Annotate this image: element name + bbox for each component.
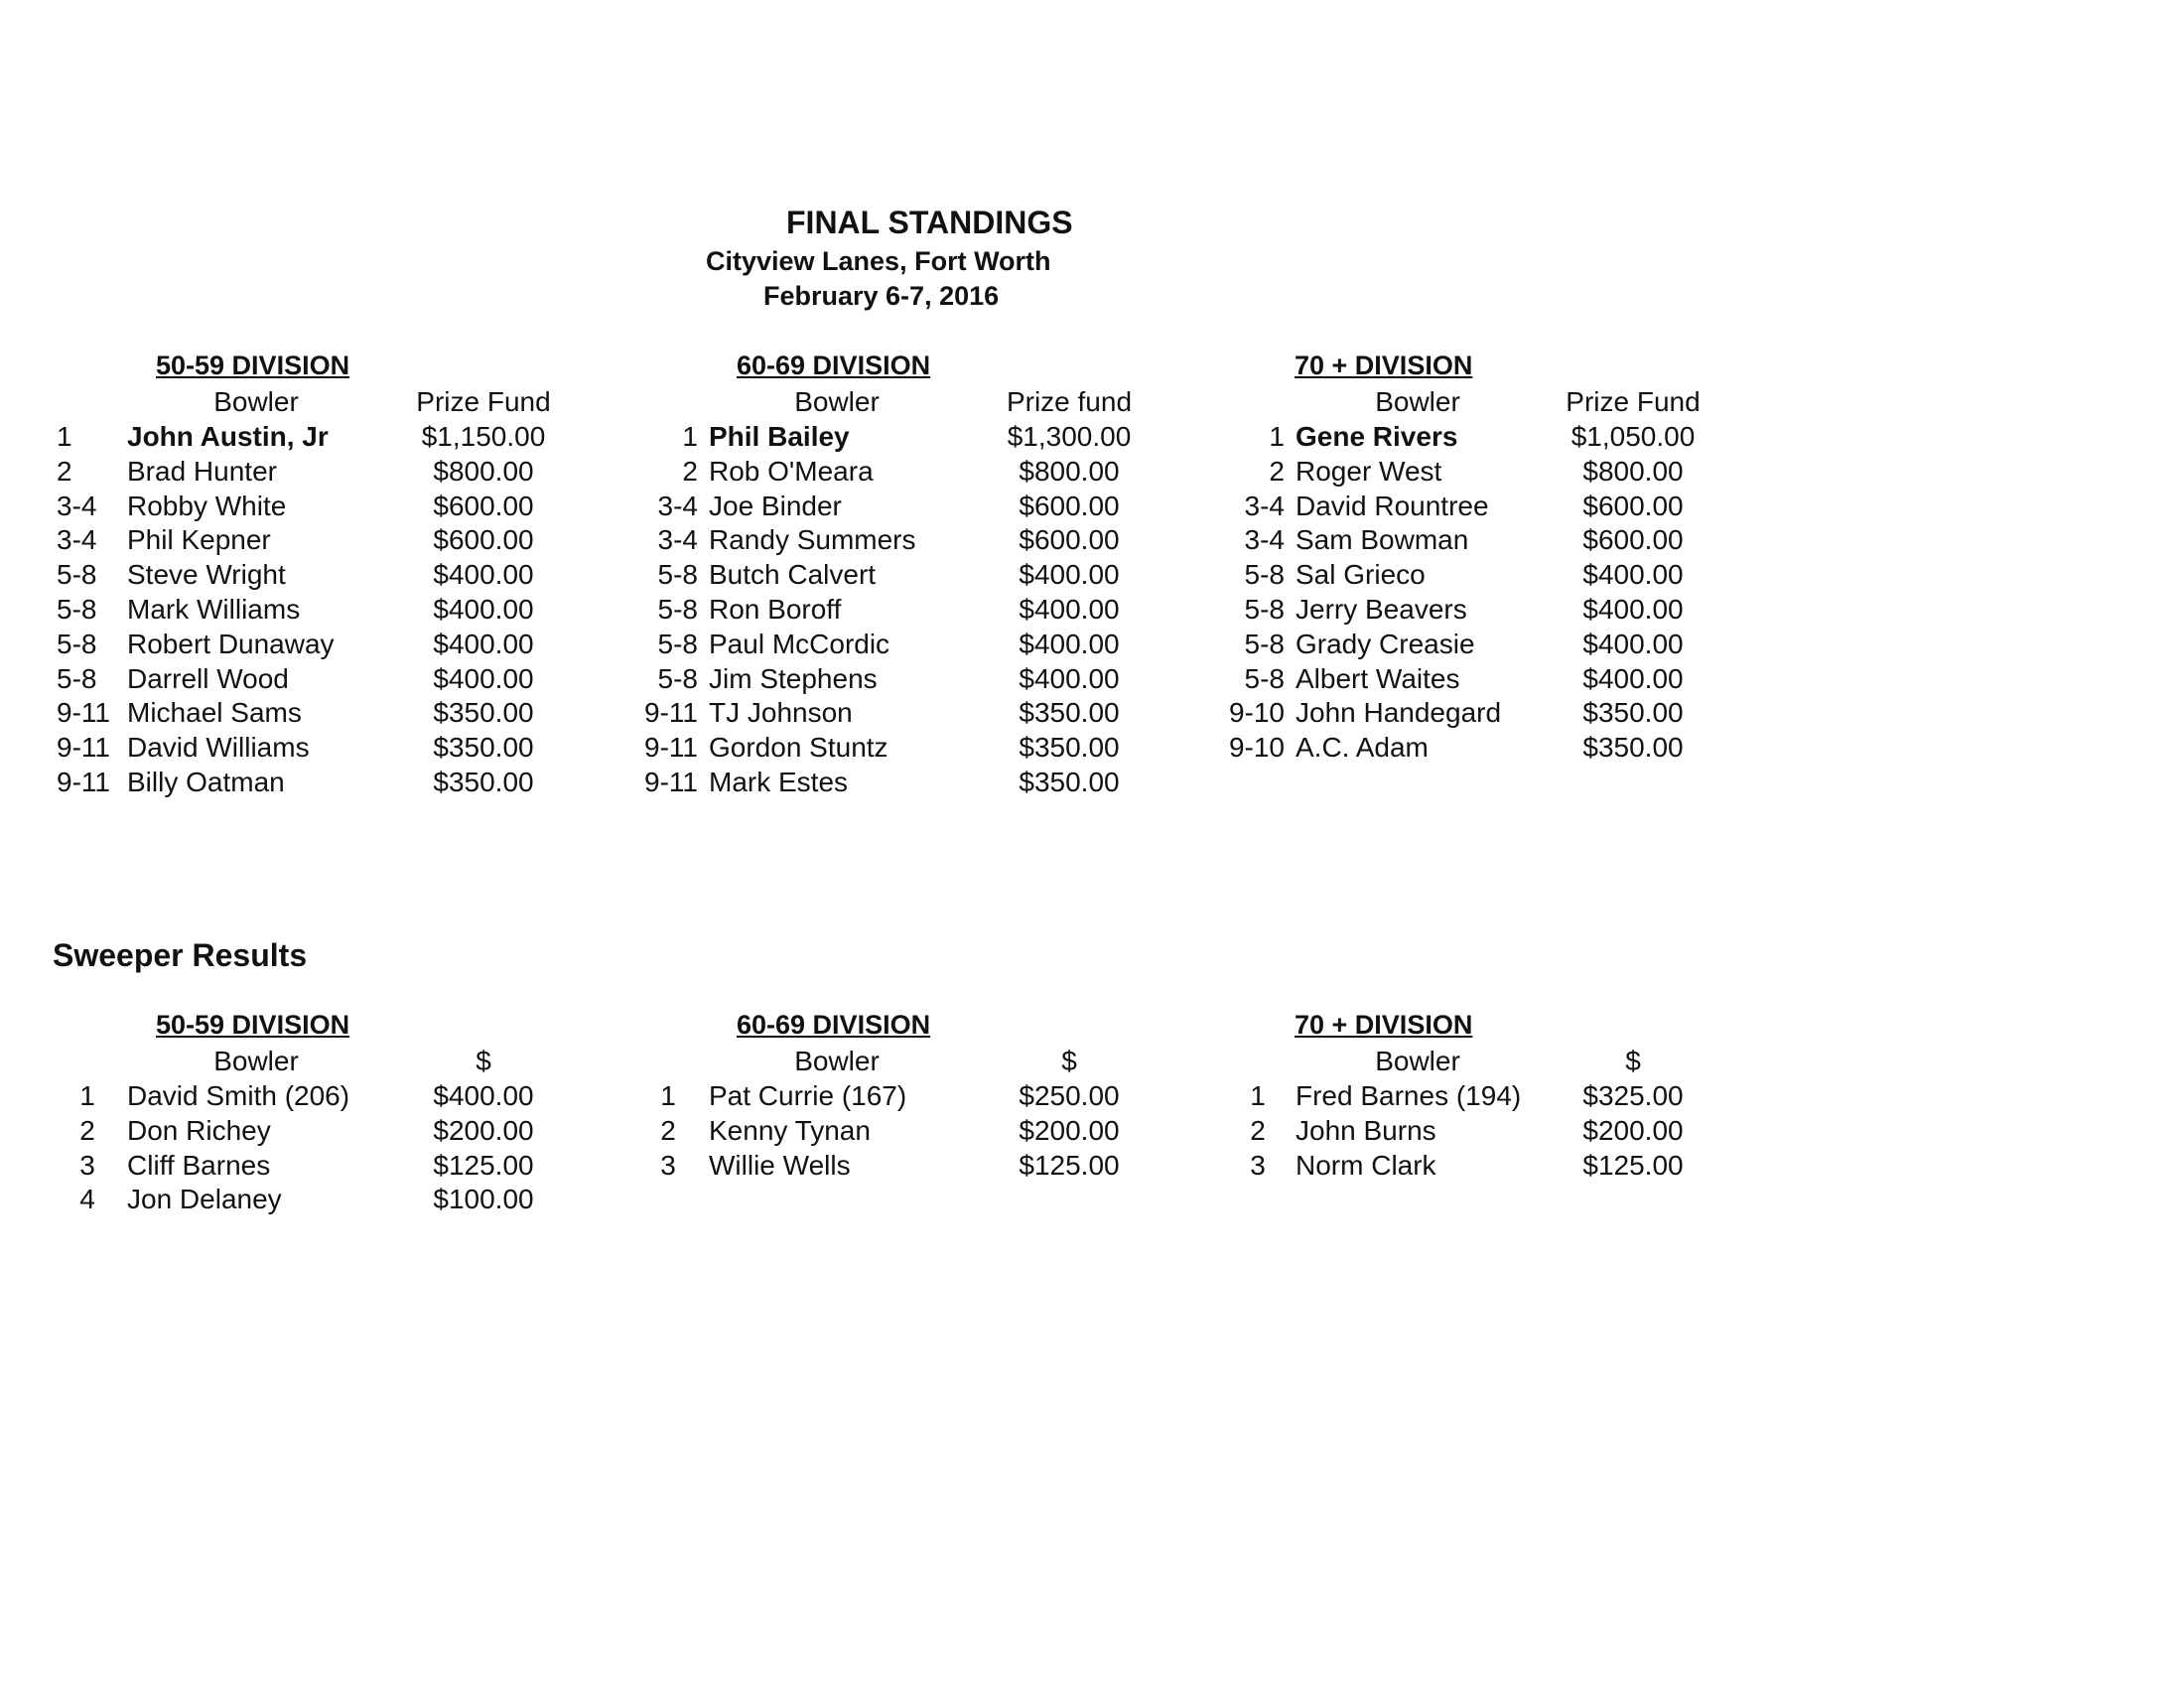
sweeper-bowler-name: John Burns (1296, 1114, 1436, 1146)
event-dates: February 6-7, 2016 (763, 281, 1000, 311)
standings-place: 5-8 (657, 594, 698, 625)
sweeper-prize-amount: $325.00 (1582, 1080, 1684, 1111)
standings-place: 9-11 (644, 732, 698, 764)
sweeper-bowler-name: Cliff Barnes (127, 1149, 271, 1181)
standings-prize-amount: $800.00 (433, 455, 534, 487)
standings-prize-amount: $600.00 (1019, 524, 1120, 556)
standings-prize-amount: $400.00 (1019, 559, 1120, 591)
standings-place: 3-4 (57, 524, 97, 556)
standings-place: 5-8 (57, 594, 97, 625)
standings-place: 9-11 (57, 697, 110, 729)
sweeper-place: 1 (1250, 1080, 1266, 1111)
standings-prize-amount: $350.00 (1019, 732, 1120, 764)
standings-place: 9-11 (57, 767, 110, 797)
standings-bowler-name: Phil Bailey (709, 421, 850, 452)
standings-bowler-name: John Handegard (1296, 697, 1502, 729)
standings-prize-amount: $400.00 (1582, 559, 1684, 591)
standings-place: 5-8 (1244, 662, 1285, 694)
standings-prize-amount: $350.00 (1582, 732, 1684, 764)
standings-prize-amount: $400.00 (1019, 594, 1120, 625)
standings-place: 5-8 (1244, 559, 1285, 591)
standings-prize-amount: $400.00 (1582, 662, 1684, 694)
sweeper-bowler-name: Fred Barnes (194) (1296, 1080, 1522, 1111)
sweeper-bowler-name: Norm Clark (1296, 1149, 1436, 1181)
standings-place: 9-11 (644, 697, 698, 729)
standings-place: 9-11 (644, 767, 698, 797)
standings-prize-amount: $400.00 (433, 628, 534, 659)
sweeper-place: 2 (660, 1114, 676, 1146)
standings-bowler-name: John Austin, Jr (127, 421, 329, 452)
standings-prize-amount: $350.00 (433, 697, 534, 729)
standings-bowler-name: Rob O'Meara (709, 455, 874, 487)
standings-bowler-name: Steve Wright (127, 559, 286, 591)
standings-bowler-name: Randy Summers (709, 524, 916, 556)
standings-place: 3-4 (1244, 524, 1285, 556)
standings-place: 1 (1269, 421, 1285, 452)
standings-prize-amount: $1,300.00 (1007, 421, 1132, 452)
standings-place: 1 (57, 421, 72, 452)
standings-bowler-name: Roger West (1296, 455, 1442, 487)
standings-bowler-name: Paul McCordic (709, 628, 890, 659)
sweeper-bowler-name: Kenny Tynan (709, 1114, 871, 1146)
sweeper-place: 3 (1250, 1149, 1266, 1181)
standings-bowler-name: Mark Estes (709, 767, 849, 797)
sweeper-bowler-name: Jon Delaney (127, 1184, 282, 1215)
standings-prize-amount: $350.00 (433, 732, 534, 764)
standings-place: 3-4 (57, 490, 97, 521)
standings-prize-amount: $350.00 (1019, 767, 1120, 797)
standings-prize-amount: $1,050.00 (1570, 421, 1696, 452)
standings-prize-amount: $400.00 (1582, 594, 1684, 625)
sweeper-prize-header: $ (1061, 1046, 1077, 1076)
sweeper-bowler-name: Don Richey (127, 1114, 271, 1146)
standings-bowler-name: Robert Dunaway (127, 628, 335, 659)
standings-bowler-name: TJ Johnson (709, 697, 853, 729)
standings-prize-amount: $400.00 (1019, 662, 1120, 694)
standings-prize-amount: $400.00 (1019, 628, 1120, 659)
standings-place: 3-4 (1244, 490, 1285, 521)
sweeper-division-title: 50-59 DIVISION (156, 1010, 350, 1040)
standings-bowler-name: A.C. Adam (1296, 732, 1429, 764)
standings-prize-amount: $600.00 (1582, 524, 1684, 556)
sweeper-bowler-name: Willie Wells (709, 1149, 851, 1181)
sweeper-prize-amount: $200.00 (1019, 1114, 1120, 1146)
sweeper-bowler-name: David Smith (206) (127, 1080, 350, 1111)
standings-prize-amount: $800.00 (1019, 455, 1120, 487)
standings-bowler-name: Joe Binder (709, 490, 842, 521)
standings-prize-amount: $350.00 (433, 767, 534, 797)
sweeper-prize-amount: $400.00 (433, 1080, 534, 1111)
sweeper-prize-header: $ (1625, 1046, 1641, 1076)
standings-bowler-name: David Williams (127, 732, 310, 764)
venue-subtitle: Cityview Lanes, Fort Worth (706, 246, 1051, 276)
standings-bowler-name: Billy Oatman (127, 767, 285, 797)
standings-bowler-name: Ron Boroff (709, 594, 842, 625)
standings-place: 5-8 (657, 662, 698, 694)
standings-place: 5-8 (57, 628, 97, 659)
standings-bowler-header: Bowler (794, 386, 880, 417)
sweeper-prize-amount: $125.00 (1019, 1149, 1120, 1181)
standings-bowler-name: Phil Kepner (127, 524, 271, 556)
sweeper-place: 2 (79, 1114, 95, 1146)
standings-bowler-name: Brad Hunter (127, 455, 277, 487)
standings-place: 5-8 (57, 559, 97, 591)
sweeper-prize-amount: $125.00 (433, 1149, 534, 1181)
standings-bowler-header: Bowler (213, 386, 299, 417)
standings-prize-amount: $400.00 (433, 559, 534, 591)
standings-prize-amount: $600.00 (433, 490, 534, 521)
standings-place: 3-4 (657, 524, 698, 556)
standings-prize-amount: $350.00 (1582, 697, 1684, 729)
standings-prize-amount: $400.00 (433, 662, 534, 694)
standings-bowler-name: Albert Waites (1296, 662, 1460, 694)
sweeper-prize-amount: $200.00 (433, 1114, 534, 1146)
sweeper-results-title: Sweeper Results (53, 937, 308, 973)
standings-bowler-name: Gene Rivers (1296, 421, 1458, 452)
standings-place: 1 (682, 421, 698, 452)
standings-bowler-name: Darrell Wood (127, 662, 289, 694)
standings-bowler-name: Robby White (127, 490, 287, 521)
standings-prize-header: Prize fund (1006, 386, 1133, 417)
standings-bowler-name: David Rountree (1296, 490, 1489, 521)
sweeper-bowler-header: Bowler (1375, 1046, 1460, 1076)
standings-place: 5-8 (1244, 594, 1285, 625)
standings-bowler-name: Grady Creasie (1296, 628, 1475, 659)
standings-place: 5-8 (1244, 628, 1285, 659)
sweeper-bowler-header: Bowler (794, 1046, 880, 1076)
standings-bowler-header: Bowler (1375, 386, 1460, 417)
sweeper-division-title: 60-69 DIVISION (737, 1010, 931, 1040)
standings-bowler-name: Sam Bowman (1296, 524, 1469, 556)
standings-prize-header: Prize Fund (416, 386, 551, 417)
standings-prize-amount: $400.00 (433, 594, 534, 625)
standings-division-title: 70 + DIVISION (1295, 351, 1473, 380)
standings-bowler-name: Butch Calvert (709, 559, 877, 591)
standings-prize-amount: $400.00 (1582, 628, 1684, 659)
sweeper-place: 4 (79, 1184, 95, 1215)
sweeper-prize-amount: $200.00 (1582, 1114, 1684, 1146)
standings-place: 5-8 (657, 628, 698, 659)
standings-place: 2 (57, 455, 72, 487)
standings-place: 9-11 (57, 732, 110, 764)
standings-place: 5-8 (657, 559, 698, 591)
standings-bowler-name: Jerry Beavers (1296, 594, 1467, 625)
standings-prize-amount: $350.00 (1019, 697, 1120, 729)
standings-prize-header: Prize Fund (1566, 386, 1701, 417)
standings-place: 9-10 (1228, 732, 1285, 764)
sweeper-prize-amount: $250.00 (1019, 1080, 1120, 1111)
standings-place: 2 (682, 455, 698, 487)
standings-prize-amount: $600.00 (433, 524, 534, 556)
standings-division-title: 60-69 DIVISION (737, 351, 931, 380)
standings-bowler-name: Mark Williams (127, 594, 301, 625)
standings-prize-amount: $800.00 (1582, 455, 1684, 487)
standings-place: 3-4 (657, 490, 698, 521)
sweeper-prize-header: $ (476, 1046, 491, 1076)
sweeper-division-title: 70 + DIVISION (1295, 1010, 1473, 1040)
standings-place: 9-10 (1228, 697, 1285, 729)
standings-bowler-name: Sal Grieco (1296, 559, 1426, 591)
sweeper-place: 3 (79, 1149, 95, 1181)
standings-prize-amount: $600.00 (1019, 490, 1120, 521)
sweeper-place: 1 (79, 1080, 95, 1111)
page-title: FINAL STANDINGS (786, 205, 1073, 240)
standings-bowler-name: Jim Stephens (709, 662, 878, 694)
sweeper-place: 1 (660, 1080, 676, 1111)
standings-place: 2 (1269, 455, 1285, 487)
standings-bowler-name: Gordon Stuntz (709, 732, 888, 764)
standings-place: 5-8 (57, 662, 97, 694)
sweeper-place: 3 (660, 1149, 676, 1181)
sweeper-prize-amount: $100.00 (433, 1184, 534, 1215)
sweeper-prize-amount: $125.00 (1582, 1149, 1684, 1181)
standings-prize-amount: $1,150.00 (421, 421, 546, 452)
standings-bowler-name: Michael Sams (127, 697, 302, 729)
standings-prize-amount: $600.00 (1582, 490, 1684, 521)
sweeper-bowler-name: Pat Currie (167) (709, 1080, 907, 1111)
standings-division-title: 50-59 DIVISION (156, 351, 350, 380)
sweeper-place: 2 (1250, 1114, 1266, 1146)
sweeper-bowler-header: Bowler (213, 1046, 299, 1076)
